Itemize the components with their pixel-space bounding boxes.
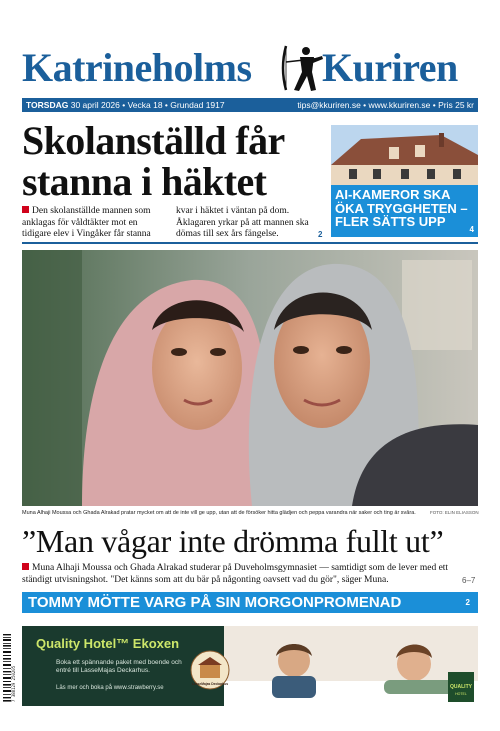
hotel-advertisement[interactable]	[22, 626, 478, 706]
lead-text-col2: kvar i häktet i väntan på dom. Åklagaren yrkar på att mannen ska dömas till sex års fängelse.	[176, 206, 309, 239]
teaser-page-number: 4	[469, 225, 474, 234]
teaser-box[interactable]	[331, 125, 478, 237]
teaser-headline: AI-KAMEROR SKA ÖKA TRYGGHETEN – FLER SÄTTS UPP	[335, 187, 468, 229]
banner-headline: TOMMY MÖTTE VARG PÅ SIN MORGONPROMENAD	[28, 594, 402, 611]
photo-caption: Muna Alhaji Moussa och Ghada Alrakad pratar mycket om att de inte vill ge upp, utan att de försöker hitta glädjen och peppa varandra när saker och ting är svåra.	[22, 510, 416, 516]
newspaper-name-part2: Kuriren	[322, 45, 458, 90]
quality-logo-sub: HOTEL	[455, 692, 467, 696]
news-banner[interactable]	[22, 592, 478, 613]
section-divider	[22, 242, 478, 244]
lead-text-col1-body: Den skolanställde mannen som anklagas för våldtäkter mot en tidigare elev i Vingåker får stanna	[22, 206, 151, 239]
issue-date-info: 30 april 2026 • Vecka 18 • Grundad 1917	[70, 100, 225, 110]
photo-credit: FOTO: ELIN ELIASSON	[430, 510, 479, 515]
archer-logo-icon	[278, 42, 326, 94]
banner-page-number: 2	[465, 598, 470, 607]
ad-offer-text: Boka ett spännande paket med boende och entré till LasseMajas Deckarhus.	[56, 659, 182, 674]
ad-booking-link[interactable]: Läs mer och boka på www.strawberry.se	[56, 685, 164, 691]
issue-day: TORSDAG	[26, 100, 69, 110]
issue-info-bar	[22, 98, 478, 112]
lead-text-col1	[22, 206, 168, 241]
lead-page-number: 2	[318, 230, 323, 239]
contact-info[interactable]: tips@kkuriren.se • www.kkuriren.se • Pris 25 kr	[297, 100, 474, 110]
quote-text	[22, 563, 472, 586]
quote-page-number: 6–7	[462, 576, 476, 585]
red-square-icon	[22, 206, 29, 213]
issue-date	[26, 98, 225, 112]
quality-logo-text: QUALITY	[450, 684, 472, 690]
ad-photo	[224, 626, 478, 706]
barcode-icon	[2, 632, 16, 704]
newspaper-name-part1: Katrineholms	[22, 45, 252, 90]
badge-text: LasseMajas Deckarhus	[191, 682, 229, 686]
masthead	[22, 44, 478, 96]
quote-headline[interactable]: ”Man vågar inte drömma fullt ut”	[22, 523, 444, 559]
barcode-number: 7 388129 250205	[11, 665, 16, 702]
main-photo[interactable]	[22, 250, 478, 506]
lead-headline[interactable]: Skolanställd får stanna i häktet	[22, 118, 284, 204]
red-square-icon	[22, 563, 29, 570]
deckarhus-badge-icon	[190, 650, 230, 690]
ad-brand: Quality Hotel™ Ekoxen	[36, 636, 180, 651]
quote-text-body: Muna Alhaji Moussa och Ghada Alrakad studerar på Duveholmsgymnasiet — samtidigt som de lever med ett ständigt utvisningshot. "Det känns som att du bär på någonting oavsett vad du gör", säger Muna.	[22, 563, 449, 585]
portrait-illustration	[22, 250, 478, 506]
